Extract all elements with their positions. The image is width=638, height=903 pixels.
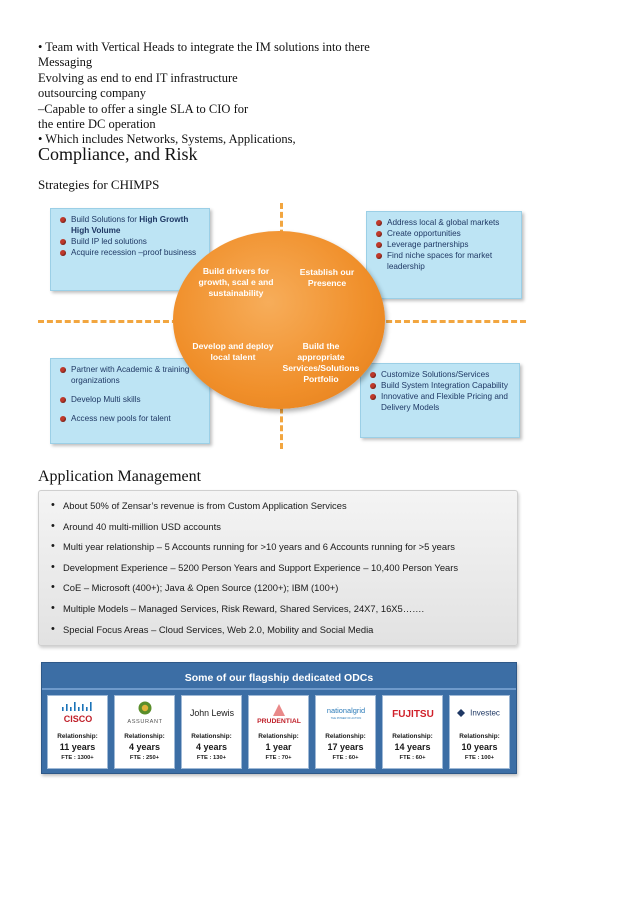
oval-label-growth: Build drivers for growth, scal e and sustainability: [198, 266, 274, 298]
relationship-years: 4 years: [128, 742, 161, 752]
list-item: • Special Focus Areas – Cloud Services, Web 2.0, Mobility and Social Media: [51, 624, 507, 645]
investec-logo: [450, 700, 509, 726]
presence-quadrant-box: [366, 211, 522, 299]
quadrant-bullet: Acquire recession –proof business: [59, 247, 203, 258]
quadrant-bullet: Customize Solutions/Services: [369, 369, 513, 380]
odc-card-prudential: [248, 695, 309, 769]
relationship-years: 4 years: [195, 742, 228, 752]
relationship-years: 1 year: [265, 742, 292, 752]
intro-line: –Capable to offer a single SLA to CIO for: [38, 101, 249, 116]
list-item: • Multi year relationship – 5 Accounts running for >10 years and 6 Accounts running for >5 years: [51, 541, 507, 562]
fte-count: FTE : 60+: [399, 755, 426, 761]
fujitsu-logo: [383, 700, 442, 726]
relationship-label: Relationship:: [392, 733, 433, 740]
quadrant-bullet: Build Solutions for High Growth High Volume: [59, 214, 203, 236]
oval-label-portfolio: Build the appropriate Services/Solutions Portfolio: [282, 341, 360, 384]
svg-text:PRUDENTIAL: PRUDENTIAL: [256, 718, 301, 725]
list-item: • About 50% of Zensar’s revenue is from Custom Application Services: [51, 500, 507, 521]
strategy-diagram: [38, 203, 526, 449]
fte-count: FTE : 100+: [464, 755, 495, 761]
list-item: • Multiple Models – Managed Services, Risk Reward, Shared Services, 24X7, 16X5…….: [51, 603, 507, 624]
john-lewis-logo: [182, 700, 241, 726]
quadrant-bullet: Partner with Academic & training organizations: [59, 364, 203, 386]
svg-text:CISCO: CISCO: [63, 714, 92, 724]
list-item: • Around 40 multi-million USD accounts: [51, 521, 507, 542]
list-item: • CoE – Microsoft (400+); Java & Open Source (1200+); IBM (100+): [51, 582, 507, 603]
quadrant-bullet: Address local & global markets: [375, 217, 515, 228]
strategies-heading: Strategies for CHIMPS: [38, 177, 160, 192]
quadrant-bullet: Access new pools for talent: [59, 413, 203, 424]
intro-line: Evolving as end to end IT infrastructure: [38, 70, 238, 85]
odc-panel: [41, 662, 517, 774]
talent-quadrant-box: [50, 358, 210, 444]
intro-line: outsourcing company: [38, 86, 146, 101]
svg-text:THE POWER OF ACTION: THE POWER OF ACTION: [330, 717, 361, 720]
odc-card-assurant: [114, 695, 175, 769]
odc-card-fujitsu: [382, 695, 443, 769]
relationship-label: Relationship:: [325, 733, 366, 740]
prudential-logo: [249, 700, 308, 726]
relationship-years: 14 years: [394, 742, 431, 752]
relationship-label: Relationship:: [459, 733, 500, 740]
svg-text:ASSURANT: ASSURANT: [126, 719, 163, 725]
odc-card-john-lewis: [181, 695, 242, 769]
intro-line: • Team with Vertical Heads to integrate the IM solutions into there: [38, 40, 370, 54]
quadrant-bullet: Build System Integration Capability: [369, 380, 513, 391]
odc-card-national-grid: [315, 695, 376, 769]
relationship-label: Relationship:: [191, 733, 232, 740]
quadrant-bullet: Develop Multi skills: [59, 394, 203, 405]
national-grid-logo: [316, 700, 375, 726]
fte-count: FTE : 70+: [265, 755, 292, 761]
odc-title: Some of our flagship dedicated ODCs: [184, 672, 374, 684]
svg-text:nationalgrid: nationalgrid: [326, 706, 365, 715]
svg-text:Investec: Investec: [469, 708, 500, 718]
application-heading: Application Management: [38, 468, 202, 485]
fte-count: FTE : 250+: [129, 755, 160, 761]
quadrant-bullet: Create opportunities: [375, 228, 515, 239]
intro-text: [38, 40, 558, 148]
fte-count: FTE : 130+: [196, 755, 227, 761]
relationship-label: Relationship:: [258, 733, 299, 740]
fte-count: FTE : 1300+: [61, 755, 94, 761]
odc-card-cisco: [47, 695, 108, 769]
oval-label-presence: Establish our Presence: [299, 267, 355, 288]
oval-label-talent: Develop and deploy local talent: [192, 341, 274, 362]
relationship-label: Relationship:: [57, 733, 98, 740]
svg-text:FUJITSU: FUJITSU: [391, 709, 434, 720]
intro-line: Messaging: [38, 55, 93, 70]
relationship-years: 11 years: [59, 742, 96, 752]
quadrant-bullet: Leverage partnerships: [375, 239, 515, 250]
intro-line: • Which includes Networks, Systems, Applications,: [38, 132, 296, 147]
quadrant-bullet: Find niche spaces for market leadership: [375, 250, 515, 272]
list-item: • Development Experience – 5200 Person Years and Support Experience – 10,400 Person Years: [51, 562, 507, 583]
odc-card-investec: [449, 695, 510, 769]
assurant-logo: [115, 700, 174, 726]
compliance-heading: Compliance, and Risk: [38, 144, 198, 164]
relationship-years: 10 years: [461, 742, 498, 752]
cisco-logo: [48, 700, 107, 726]
quadrant-bullet: Build IP led solutions: [59, 236, 203, 247]
portfolio-quadrant-box: [360, 363, 520, 438]
odc-divider: [42, 688, 516, 690]
svg-text:John Lewis: John Lewis: [189, 708, 234, 718]
fte-count: FTE : 60+: [332, 755, 359, 761]
relationship-years: 17 years: [327, 742, 364, 752]
application-bullet-list: [38, 490, 518, 646]
relationship-label: Relationship:: [124, 733, 165, 740]
intro-line: the entire DC operation: [38, 117, 156, 132]
quadrant-bullet: Innovative and Flexible Pricing and Delivery Models: [369, 391, 513, 413]
